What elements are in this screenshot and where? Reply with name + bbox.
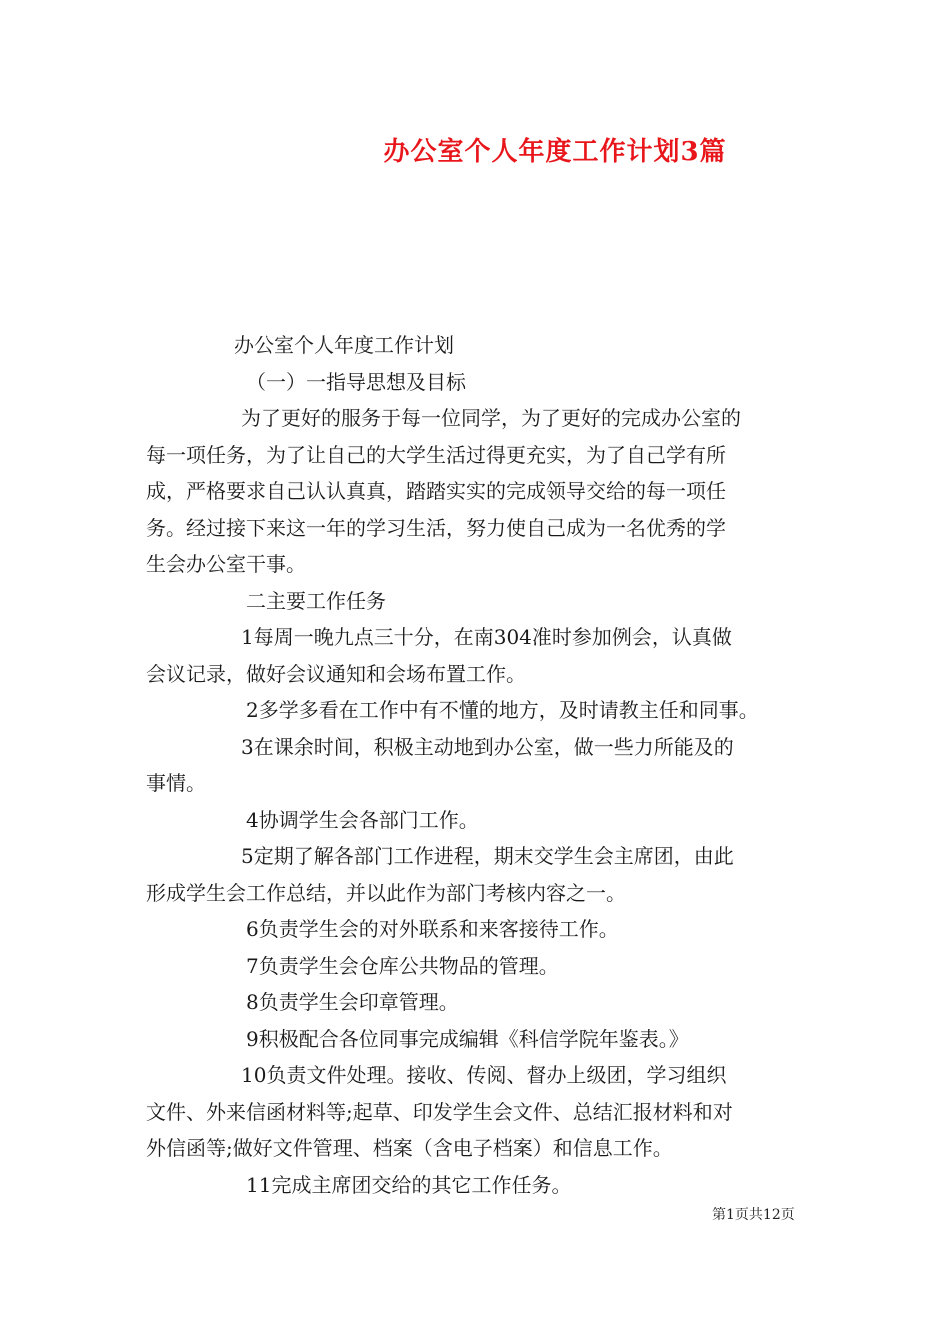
subsection-heading: （一）一指导思想及目标	[246, 369, 466, 394]
list-item: 5定期了解各部门工作进程，期末交学生会主席团，由此	[241, 844, 734, 868]
section-heading: 办公室个人年度工作计划	[234, 333, 454, 357]
list-item: 3在课余时间，积极主动地到办公室，做一些力所能及的	[241, 734, 734, 759]
paragraph-line: 务。经过接下来这一年的学习生活，努力使自己成为一名优秀的学	[146, 515, 726, 540]
list-item: 10负责文件处理。接收、传阅、督办上级团，学习组织	[241, 1063, 727, 1087]
list-item: 7负责学生会仓库公共物品的管理。	[246, 953, 559, 978]
list-item: 2多学多看在工作中有不懂的地方，及时请教主任和同事。	[246, 698, 759, 722]
paragraph-line: 生会办公室干事。	[146, 552, 306, 576]
subsection-heading: 二主要工作任务	[246, 588, 386, 613]
list-item: 9积极配合各位同事完成编辑《科信学院年鉴表。》	[246, 1026, 689, 1051]
list-item: 6负责学生会的对外联系和来客接待工作。	[246, 917, 619, 941]
list-item-continuation: 形成学生会工作总结，并以此作为部门考核内容之一。	[146, 880, 626, 905]
list-item-continuation: 事情。	[146, 771, 206, 795]
list-item: 11完成主席团交给的其它工作任务。	[246, 1172, 572, 1197]
list-item: 8负责学生会印章管理。	[246, 990, 459, 1014]
list-item-continuation: 会议记录，做好会议通知和会场布置工作。	[146, 661, 526, 686]
list-item-continuation: 文件、外来信函材料等;起草、印发学生会文件、总结汇报材料和对	[146, 1099, 733, 1124]
list-item: 4协调学生会各部门工作。	[246, 807, 479, 832]
paragraph-line: 每一项任务，为了让自己的大学生活过得更充实，为了自己学有所	[146, 442, 726, 467]
document-body	[146, 327, 808, 1203]
list-item-continuation: 外信函等;做好文件管理、档案（含电子档案）和信息工作。	[146, 1136, 673, 1160]
list-item: 1每周一晚九点三十分，在南304准时参加例会，认真做	[241, 625, 732, 649]
document-title: 办公室个人年度工作计划3篇	[383, 137, 727, 167]
paragraph-line: 为了更好的服务于每一位同学，为了更好的完成办公室的	[241, 406, 741, 430]
paragraph-line: 成，严格要求自己认认真真，踏踏实实的完成领导交给的每一项任	[146, 479, 726, 503]
page-number: 第1页共12页	[712, 1207, 795, 1223]
